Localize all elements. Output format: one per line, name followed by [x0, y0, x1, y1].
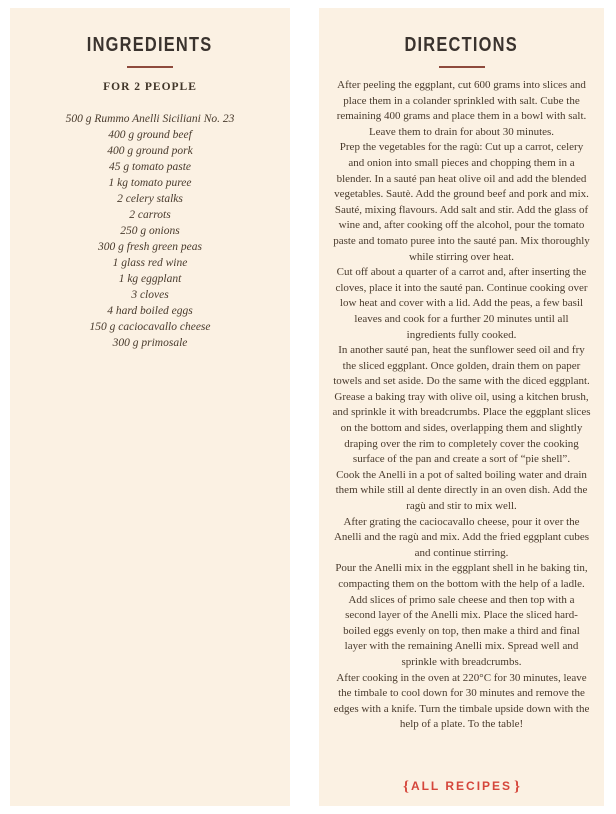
all-recipes-label: ALL RECIPES — [410, 779, 513, 793]
direction-paragraph: After peeling the eggplant, cut 600 grams into slices and place them in a colander sprinkled with salt. Cube the remaining 400 grams and place them in a bowl with salt. Leave them to drain for about 30 minutes. — [336, 79, 587, 138]
direction-paragraph: In another sauté pan, heat the sunflower seed oil and fry the sliced eggplant. Once golden, drain them on paper towels and set aside. Do the same with the diced eggplant. — [333, 344, 590, 388]
directions-title: DIRECTIONS — [404, 34, 519, 56]
ingredients-panel — [10, 8, 290, 806]
ingredient-item: 300 g fresh green peas — [98, 241, 202, 253]
ingredient-item: 250 g onions — [120, 225, 180, 237]
ingredient-item: 400 g ground beef — [108, 129, 192, 141]
ingredients-title: INGREDIENTS — [87, 34, 213, 56]
ingredient-item: 2 carrots — [129, 209, 171, 221]
ingredient-item: 1 kg eggplant — [118, 273, 182, 285]
all-recipes-link[interactable] — [319, 778, 604, 795]
ingredient-item: 45 g tomato paste — [108, 161, 192, 173]
direction-paragraph: Grease a baking tray with olive oil, using a kitchen brush, and sprinkle it with breadcrumbs. Place the eggplant slices on the bottom and sides, overlapping them and slightly draping over the rim to completely cover the cooking surface of the pan and create a sort of “pie shell”. — [332, 390, 591, 466]
ingredient-item: 300 g primosale — [112, 337, 188, 349]
ingredient-item: 1 glass red wine — [112, 257, 188, 269]
brace-right: } — [514, 779, 520, 795]
direction-paragraph: After grating the caciocavallo cheese, pour it over the Anelli and the ragù and mix. Add the fried eggplant cubes and continue stirring. — [333, 515, 590, 559]
ingredient-item: 400 g ground pork — [107, 145, 193, 157]
ingredient-item: 1 kg tomato puree — [108, 177, 192, 189]
brace-left: { — [403, 779, 409, 795]
ingredient-item: 4 hard boiled eggs — [107, 305, 193, 317]
ingredient-item: 150 g caciocavallo cheese — [89, 321, 211, 333]
direction-paragraph: Pour the Anelli mix in the eggplant shell in he baking tin, compacting them on the bottom with the help of a ladle. Add slices of primo sale cheese and then top with a second layer of the Anelli mix. Place the sliced hard-boiled eggs evenly on top, then make a third and final layer with the remaining Anelli mix. Spread well and sprinkle with breadcrumbs. — [335, 562, 588, 668]
ingredient-item: 500 g Rummo Anelli Siciliani No. 23 — [65, 113, 235, 125]
ingredients-divider — [127, 66, 173, 68]
direction-paragraph: Cook the Anelli in a pot of salted boiling water and drain them while still al dente directly in an oven dish. Add the ragù and stir to mix well. — [335, 468, 588, 513]
directions-title-wrap — [319, 8, 604, 55]
direction-paragraph: Cut off about a quarter of a carrot and, after inserting the cloves, place it into the sauté pan. Continue cooking over low heat and cover with a lid. Add the peas, a few basil leaves and cook for a further 20 minutes until all ingredients fully cooked. — [335, 266, 588, 341]
direction-paragraph: After cooking in the oven at 220°C for 30 minutes, leave the timbale to cool down for 30 minutes and remove the edges with a knife. Turn the timbale upside down with the help of a plate. To the table! — [333, 671, 590, 731]
ingredient-item: 3 cloves — [131, 289, 169, 301]
directions-panel — [319, 8, 604, 806]
ingredients-title-wrap — [10, 8, 290, 55]
ingredients-list — [10, 111, 290, 351]
directions-divider — [439, 66, 485, 68]
direction-paragraph: Prep the vegetables for the ragù: Cut up a carrot, celery and onion into small pieces and chopping them in a blender. In a sauté pan heat olive oil and add the blended vegetables. Sautè. Add the ground beef and pork and mix. Sauté, mixing flavours. Add salt and stir. Add the glass of wine and, after cooking off the alcohol, pour the tomato paste and tomato puree into the sauté pan. Mix thoroughly while stirring over heat. — [333, 141, 590, 263]
directions-paragraphs — [319, 78, 604, 733]
servings-label: FOR 2 PEOPLE — [103, 81, 197, 93]
ingredient-item: 2 celery stalks — [117, 193, 183, 205]
